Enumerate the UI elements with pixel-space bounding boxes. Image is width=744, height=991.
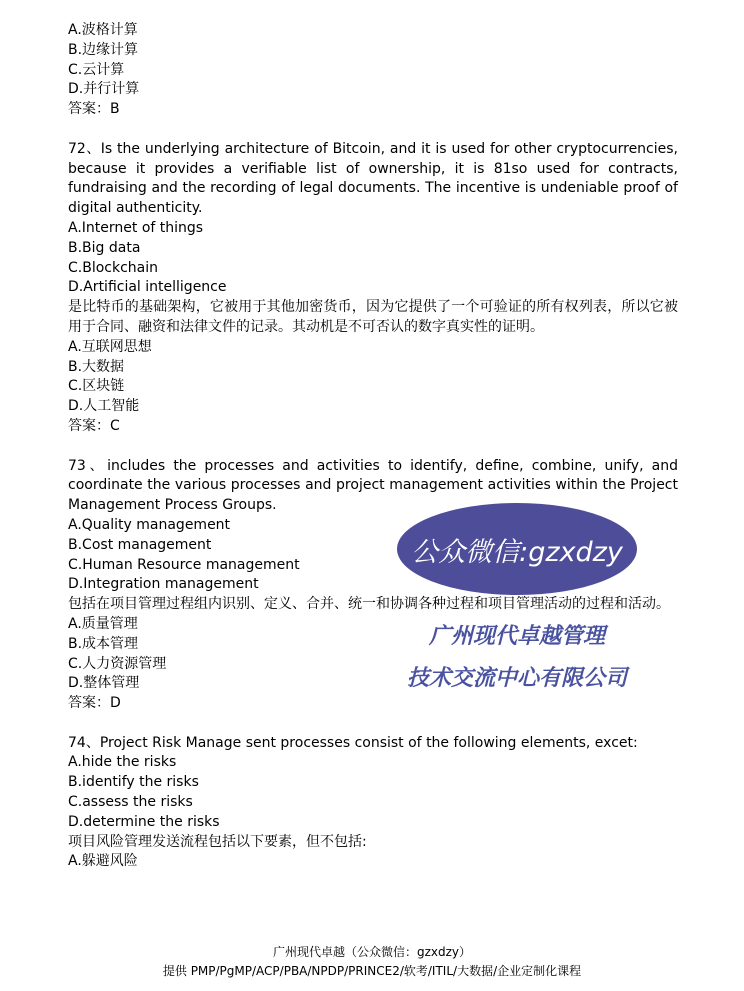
q73-answer: 答案：D bbox=[68, 695, 121, 712]
q71-option-c: C.云计算 bbox=[68, 61, 125, 78]
q73-option-cn-a: A.质量管理 bbox=[68, 615, 138, 632]
footer-line2: 提供 PMP/PgMP/ACP/PBA/NPDP/PRINCE2/软考/ITIL/大数据/企业定制化课程 bbox=[162, 964, 582, 978]
q72-answer: 答案：C bbox=[68, 417, 120, 434]
q72-option-en-c: C.Blockchain bbox=[68, 259, 159, 276]
q73-translation: 包括在项目管理过程组内识别、定义、合并、统一和协调各种过程和项目管理活动的过程和活动。 bbox=[68, 596, 670, 613]
watermark bbox=[393, 493, 641, 703]
q73-option-cn-c: C.人力资源管理 bbox=[68, 655, 167, 672]
footer-line1: 广州现代卓越（公众微信：gzxdzy） bbox=[272, 945, 472, 959]
q72-question: 72、Is the underlying architecture of Bitcoin, and it is used for other cryptocurrencies, because it provides a verifiable list of ownership, it is 81so used for contracts, fundraising and the recording of legal documents. The incentive is undeniable proof of digital authenticity. bbox=[68, 140, 678, 217]
q73-option-en-c: C.Human Resource management bbox=[68, 556, 300, 573]
q74-question: 74、Project Risk Manage sent processes consist of the following elements, excet: bbox=[68, 734, 638, 751]
q73-question: 73、includes the processes and activities to identify, define, combine, unify, and coordinate the various processes and project management activities within the Project Management Process Groups. bbox=[68, 457, 678, 514]
watermark-company-line1: 广州现代卓越管理 bbox=[428, 624, 605, 649]
document-body bbox=[68, 21, 678, 872]
q74-option-en-d: D.determine the risks bbox=[68, 813, 220, 830]
q74-translation: 项目风险管理发送流程包括以下要素，但不包括: bbox=[68, 833, 367, 850]
q73-option-cn-b: B.成本管理 bbox=[68, 635, 139, 652]
q73-option-en-d: D.Integration management bbox=[68, 576, 259, 593]
q74-option-cn-a: A.躲避风险 bbox=[68, 853, 138, 870]
q72-option-cn-d: D.人工智能 bbox=[68, 398, 140, 415]
q71-option-b: B.边缘计算 bbox=[68, 41, 139, 58]
q73-option-cn-d: D.整体管理 bbox=[68, 675, 140, 692]
page-footer bbox=[0, 943, 744, 981]
q71-answer: 答案：B bbox=[68, 101, 120, 118]
q71-option-a: A.波格计算 bbox=[68, 22, 138, 38]
spacer bbox=[68, 437, 678, 457]
q72-option-cn-c: C.区块链 bbox=[68, 378, 125, 395]
q72-option-cn-a: A.互联网思想 bbox=[68, 338, 152, 355]
q72-option-en-b: B.Big data bbox=[68, 239, 141, 256]
spacer bbox=[68, 714, 678, 734]
q72-option-en-d: D.Artificial intelligence bbox=[68, 279, 227, 296]
watermark-wechat: 公众微信:gzxdzy bbox=[411, 536, 623, 568]
watermark-company-line2: 技术交流中心有限公司 bbox=[406, 666, 627, 691]
q72-option-en-a: A.Internet of things bbox=[68, 219, 204, 236]
spacer bbox=[68, 120, 678, 140]
q74-option-en-c: C.assess the risks bbox=[68, 794, 193, 811]
q74-option-en-b: B.identify the risks bbox=[68, 774, 199, 791]
q73-option-en-a: A.Quality management bbox=[68, 516, 231, 533]
q72-translation: 是比特币的基础架构，它被用于其他加密货币，因为它提供了一个可验证的所有权列表，所以它被用于合同、融资和法律文件的记录。其动机是不可否认的数字真实性的证明。 bbox=[68, 299, 678, 335]
q71-option-d: D.并行计算 bbox=[68, 81, 140, 98]
q74-option-en-a: A.hide the risks bbox=[68, 754, 177, 771]
q72-option-cn-b: B.大数据 bbox=[68, 358, 125, 375]
q73-option-en-b: B.Cost management bbox=[68, 536, 212, 553]
